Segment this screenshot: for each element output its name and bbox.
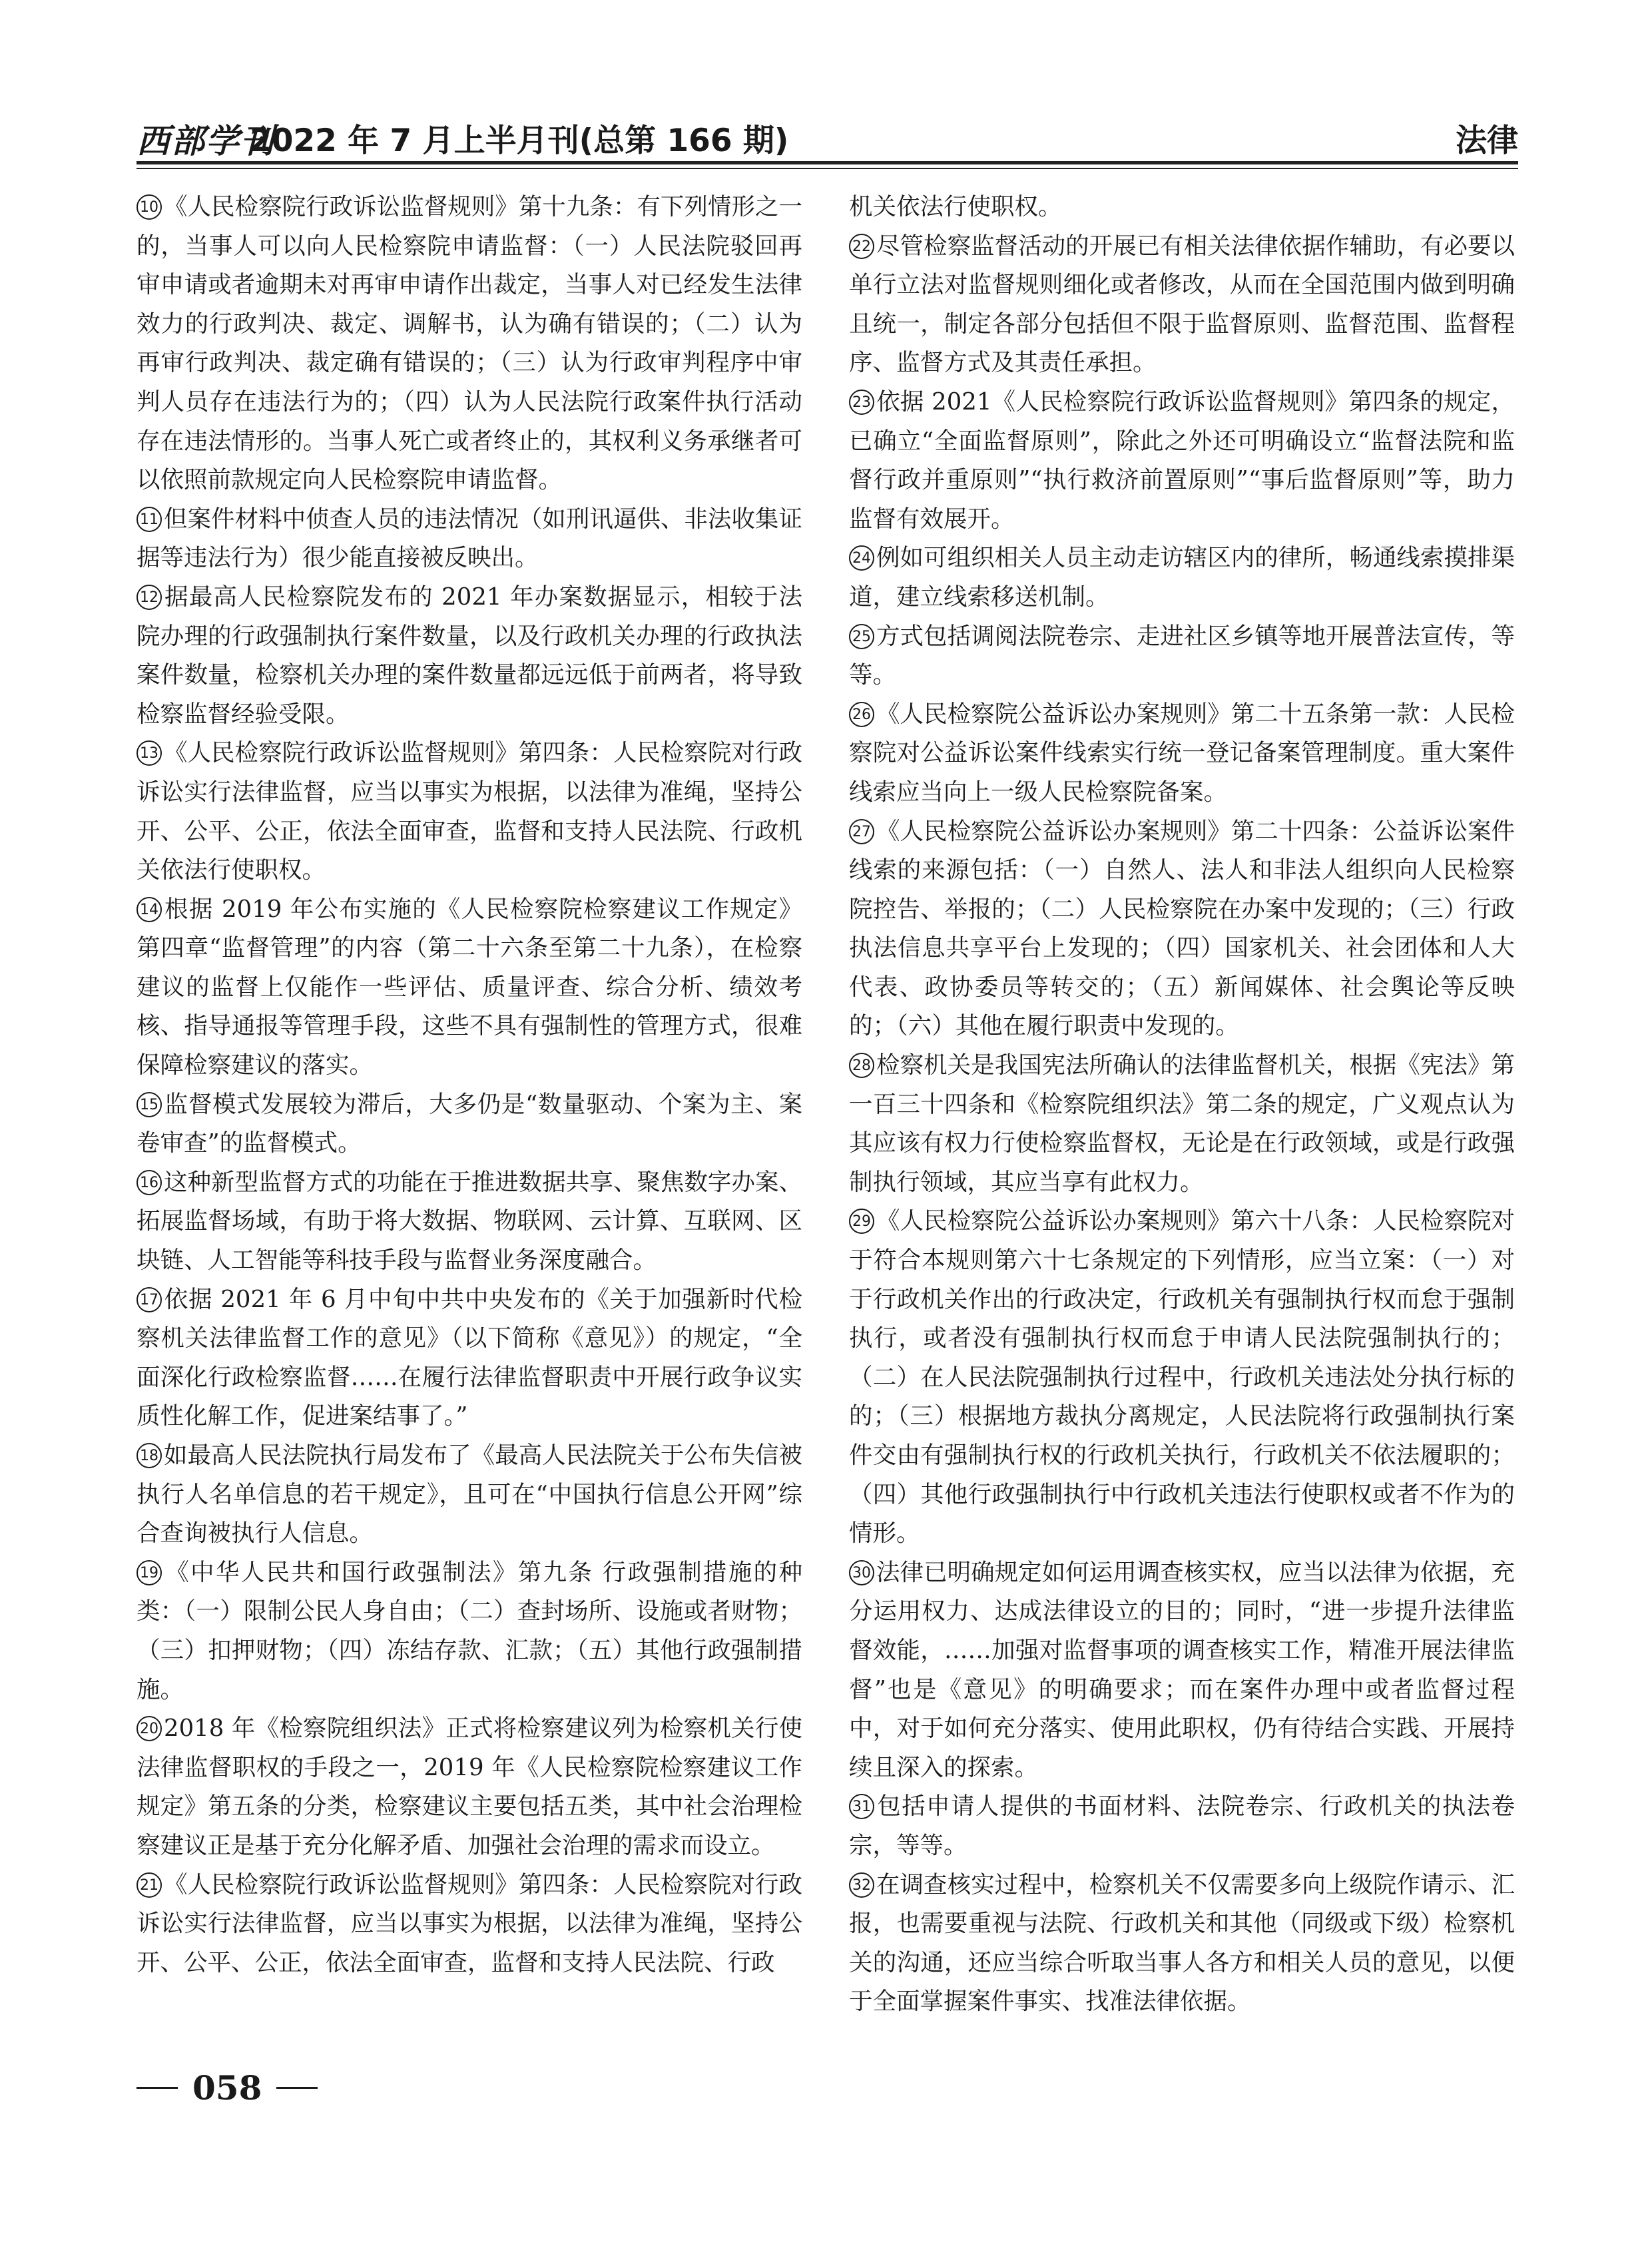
footnote-number: 27 — [849, 819, 874, 844]
footnote-text: 依据 2021 年 6 月中旬中共中央发布的《关于加强新时代检察机关法律监督工作的意见》（以下简称《意见》）的规定，“全面深化行政检察监督……在履行法律监督职责中开展行政争议实质性化解工作，促进案结事了。” — [137, 1285, 802, 1430]
footnote — [849, 1202, 1515, 1553]
footnote-text: 监督模式发展较为滞后，大多仍是“数量驱动、个案为主、案卷审查”的监督模式。 — [137, 1090, 802, 1157]
footnote — [137, 1553, 802, 1709]
footnote — [137, 1866, 802, 1983]
footnote-text: 2018 年《检察院组织法》正式将检察建议列为检察机关行使法律监督职权的手段之一，2019 年《人民检察院检察建议工作规定》第五条的分类，检察建议主要包括五类，其中社会治理检察建议正是基于充分化解矛盾、加强社会治理的需求而设立。 — [137, 1715, 802, 1859]
footnote-number: 30 — [849, 1560, 874, 1585]
footnote — [137, 188, 802, 500]
footnote-text: 《人民检察院行政诉讼监督规则》第四条：人民检察院对行政诉讼实行法律监督，应当以事实为根据，以法律为准绳，坚持公开、公平、公正，依法全面审查，监督和支持人民法院、行政机关依法行使职权。 — [137, 739, 802, 884]
footnote-text: 在调查核实过程中，检察机关不仅需要多向上级院作请示、汇报，也需要重视与法院、行政机关和其他（同级或下级）检察机关的沟通，还应当综合听取当事人各方和相关人员的意见，以便于全面掌握案件事实、找准法律依据。 — [849, 1870, 1515, 2016]
footnote-number: 20 — [137, 1716, 162, 1741]
footnote-text: 如最高人民法院执行局发布了《最高人民法院关于公布失信被执行人名单信息的若干规定》，且可在“中国执行信息公开网”综合查询被执行人信息。 — [137, 1442, 802, 1547]
footnote-number: 17 — [137, 1287, 162, 1312]
footnote-number: 24 — [849, 545, 874, 571]
page-footer — [137, 2064, 318, 2111]
footnote — [849, 695, 1515, 812]
footnote — [849, 1046, 1515, 1202]
footnote — [137, 1163, 802, 1280]
footnote-number: 22 — [849, 234, 874, 259]
footnote-number: 15 — [137, 1092, 162, 1117]
right-column — [849, 188, 1515, 2022]
footnote-text: 依据 2021《人民检察院行政诉讼监督规则》第四条的规定，已确立“全面监督原则”，除此之外还可明确设立“监督法院和监督行政并重原则”“执行救济前置原则”“事后监督原则”等，助力监督有效展开。 — [849, 388, 1515, 533]
page-header — [137, 112, 1518, 158]
footnote — [849, 1866, 1515, 2022]
footnote-number: 31 — [849, 1794, 874, 1819]
footnote-number: 16 — [137, 1170, 162, 1195]
footnote-text: 《人民检察院行政诉讼监督规则》第十九条：有下列情形之一的，当事人可以向人民检察院申请监督：（一）人民法院驳回再审申请或者逾期未对再审申请作出裁定，当事人对已经发生法律效力的行政判决、裁定、调解书，认为确有错误的；（二）认为再审行政判决、裁定确有错误的；（三）认为行政审判程序中审判人员存在违法行为的；（四）认为人民法院行政案件执行活动存在违法情形的。当事人死亡或者终止的，其权利义务承继者可以依照前款规定向人民检察院申请监督。 — [137, 193, 802, 494]
footnote-number: 26 — [849, 702, 874, 727]
footnote — [137, 1280, 802, 1436]
header-rule — [137, 161, 1518, 164]
footnote — [849, 227, 1515, 383]
footnote-number: 18 — [137, 1443, 162, 1468]
footnote — [849, 812, 1515, 1047]
footnote-text: 据最高人民检察院发布的 2021 年办案数据显示，相较于法院办理的行政强制执行案件数量，以及行政机关办理的行政执法案件数量，检察机关办理的案件数量都远远低于前两者，将导致检察监督经验受限。 — [137, 583, 802, 728]
footnote-number: 13 — [137, 740, 162, 766]
footnote — [849, 617, 1515, 695]
footnote — [137, 578, 802, 734]
footnote — [137, 890, 802, 1085]
header-rule-thin — [137, 168, 1518, 169]
footnote-text: 尽管检察监督活动的开展已有相关法律依据作辅助，有必要以单行立法对监督规则细化或者修改，从而在全国范围内做到明确且统一，制定各部分包括但不限于监督原则、监督范围、监督程序、监督方式及其责任承担。 — [849, 232, 1515, 377]
footnote — [849, 539, 1515, 617]
footnote — [849, 188, 1515, 227]
footnote — [137, 1709, 802, 1865]
footnote-number: 28 — [849, 1053, 874, 1078]
footnote-number: 14 — [137, 897, 162, 922]
footnote-number: 21 — [137, 1872, 162, 1898]
footnote — [849, 1553, 1515, 1788]
footnote-text: 检察机关是我国宪法所确认的法律监督机关，根据《宪法》第一百三十四条和《检察院组织法》第二条的规定，广义观点认为其应该有权力行使检察监督权，无论是在行政领域，或是行政强制执行领域，其应当享有此权力。 — [849, 1051, 1515, 1196]
footnote-text: 机关依法行使职权。 — [849, 193, 1062, 220]
issue-info: 2022 年 7 月上半月刊(总第 166 期) — [250, 123, 789, 159]
footnote-text: 方式包括调阅法院卷宗、走进社区乡镇等地开展普法宣传，等等。 — [849, 622, 1515, 689]
footnote-number: 12 — [137, 585, 162, 610]
footnote-text: 《人民检察院行政诉讼监督规则》第四条：人民检察院对行政诉讼实行法律监督，应当以事实为根据，以法律为准绳，坚持公开、公平、公正，依法全面审查，监督和支持人民法院、行政 — [137, 1870, 802, 1976]
footnote — [137, 500, 802, 578]
footnote — [137, 1436, 802, 1553]
footnote-number: 25 — [849, 624, 874, 649]
footnote-text: 法律已明确规定如何运用调查核实权，应当以法律为依据，充分运用权力、达成法律设立的目的；同时，“进一步提升法律监督效能，……加强对监督事项的调查核实工作，精准开展法律监督”也是《意见》的明确要求；而在案件办理中或者监督过程中，对于如何充分落实、使用此职权，仍有待结合实践、开展持续且深入的探索。 — [849, 1558, 1515, 1781]
left-column — [137, 188, 802, 1982]
footnote — [849, 1787, 1515, 1865]
footnote-text: 包括申请人提供的书面材料、法院卷宗、行政机关的执法卷宗，等等。 — [849, 1793, 1515, 1859]
footnote-text: 但案件材料中侦查人员的违法情况（如刑讯逼供、非法收集证据等违法行为）很少能直接被反映出。 — [137, 505, 802, 572]
footnote-text: 根据 2019 年公布实施的《人民检察院检察建议工作规定》第四章“监督管理”的内容（第二十六条至第二十九条），在检察建议的监督上仅能作一些评估、质量评查、综合分析、绩效考核、指导通报等管理手段，这些不具有强制性的管理方式，很难保障检察建议的落实。 — [137, 895, 802, 1079]
footnote-number: 19 — [137, 1560, 162, 1585]
footnote-number: 10 — [137, 194, 162, 220]
footnote-number: 23 — [849, 390, 874, 415]
footnote-text: 《人民检察院公益诉讼办案规则》第二十四条：公益诉讼案件线索的来源包括：（一）自然人、法人和非法人组织向人民检察院控告、举报的；（二）人民检察院在办案中发现的；（三）行政执法信息共享平台上发现的；（四）国家机关、社会团体和人大代表、政协委员等转交的；（五）新闻媒体、社会舆论等反映的；（六）其他在履行职责中发现的。 — [849, 817, 1515, 1040]
footnote-number: 29 — [849, 1209, 874, 1234]
footer-dash-right — [276, 2087, 318, 2089]
journal-logo: 西部学刊 — [137, 121, 275, 160]
footnote — [137, 1085, 802, 1163]
footnote-number: 32 — [849, 1872, 874, 1898]
footer-dash-left — [137, 2087, 178, 2089]
footnote-text: 《人民检察院公益诉讼办案规则》第六十八条：人民检察院对于符合本规则第六十七条规定的下列情形，应当立案：（一）对于行政机关作出的行政决定，行政机关有强制执行权而怠于强制执行，或者没有强制执行权而怠于申请人民法院强制执行的；（二）在人民法院强制执行过程中，行政机关违法处分执行标的的；（三）根据地方裁执分离规定，人民法院将行政强制执行案件交由有强制执行权的行政机关执行，行政机关不依法履职的；（四）其他行政强制执行中行政机关违法行使职权或者不作为的情形。 — [849, 1207, 1515, 1547]
footnote — [849, 383, 1515, 539]
footnote — [137, 734, 802, 890]
footnote-text: 《人民检察院公益诉讼办案规则》第二十五条第一款：人民检察院对公益诉讼案件线索实行统一登记备案管理制度。重大案件线索应当向上一级人民检察院备案。 — [849, 700, 1515, 806]
footnote-text: 例如可组织相关人员主动走访辖区内的律所，畅通线索摸排渠道，建立线索移送机制。 — [849, 544, 1515, 611]
footnote-number: 11 — [137, 507, 162, 532]
page-number: 058 — [192, 2068, 262, 2107]
footnote-text: 《中华人民共和国行政强制法》第九条 行政强制措施的种类：（一）限制公民人身自由；（二）查封场所、设施或者财物；（三）扣押财物；（四）冻结存款、汇款；（五）其他行政强制措施。 — [137, 1558, 802, 1703]
section-name: 法律 — [1456, 123, 1518, 159]
footnote-text: 这种新型监督方式的功能在于推进数据共享、聚焦数字办案、拓展监督场域，有助于将大数据、物联网、云计算、互联网、区块链、人工智能等科技手段与监督业务深度融合。 — [137, 1168, 802, 1274]
